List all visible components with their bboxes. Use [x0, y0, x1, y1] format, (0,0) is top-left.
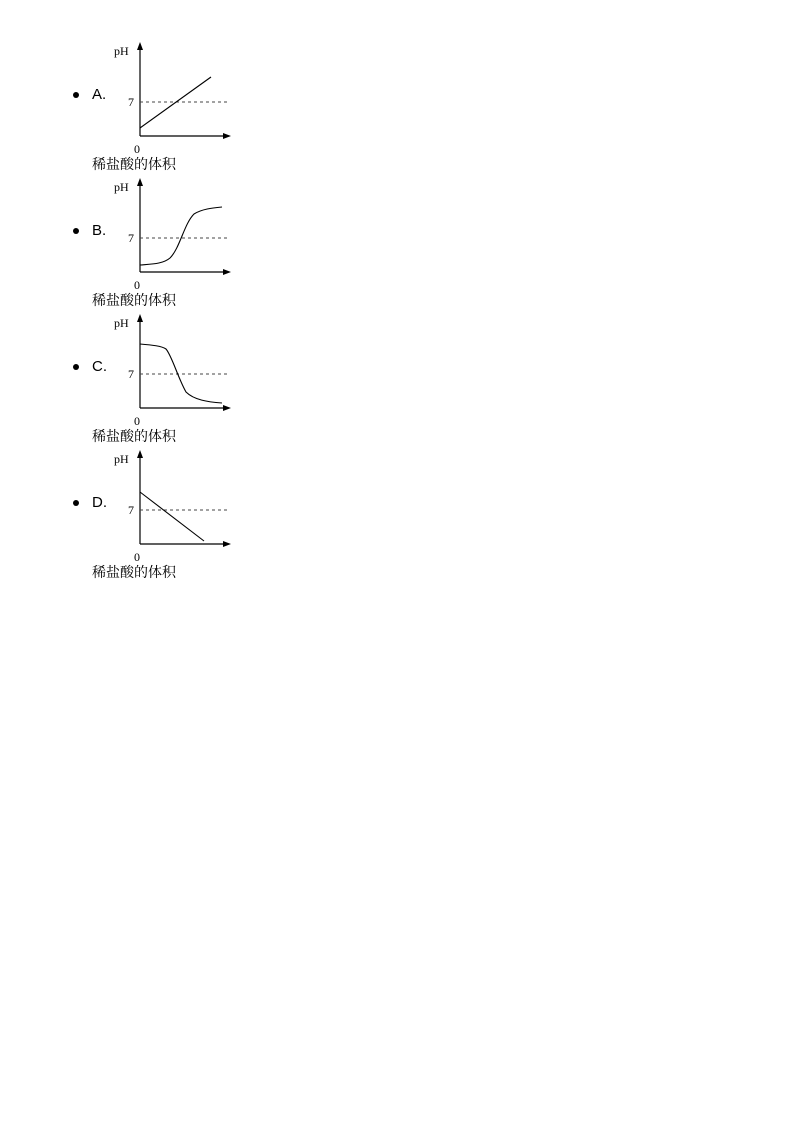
option-b [0, 176, 320, 312]
y-axis-label: pH [114, 452, 129, 466]
x-axis-caption: 稀盐酸的体积 [92, 565, 176, 581]
ph-graph-d [108, 448, 238, 564]
ref-line-label: 7 [128, 367, 134, 381]
ph-curve [140, 344, 222, 403]
x-axis-caption: 稀盐酸的体积 [92, 293, 176, 309]
y-axis-label: pH [114, 180, 129, 194]
option-letter: C. [92, 358, 107, 375]
y-axis-label: pH [114, 316, 129, 330]
option-letter: D. [92, 494, 107, 511]
option-d [0, 448, 320, 584]
bullet [73, 364, 79, 370]
option-c [0, 312, 320, 448]
y-axis-label: pH [114, 44, 129, 58]
option-letter: B. [92, 222, 107, 239]
bullet [73, 500, 79, 506]
ph-graph-c [108, 312, 238, 428]
ph-curve [140, 492, 204, 541]
ph-graph-b [108, 176, 238, 292]
ph-curve [140, 77, 211, 128]
bullet [73, 228, 79, 234]
x-axis-caption: 稀盐酸的体积 [92, 157, 176, 173]
origin-label: 0 [134, 550, 140, 564]
x-axis-caption: 稀盐酸的体积 [92, 429, 176, 445]
ph-graph-a [108, 40, 238, 156]
ref-line-label: 7 [128, 95, 134, 109]
option-letter: A. [92, 86, 107, 103]
origin-label: 0 [134, 414, 140, 428]
ref-line-label: 7 [128, 231, 134, 245]
option-a [0, 40, 320, 176]
bullet [73, 92, 79, 98]
ref-line-label: 7 [128, 503, 134, 517]
origin-label: 0 [134, 278, 140, 292]
origin-label: 0 [134, 142, 140, 156]
ph-curve [140, 207, 222, 265]
